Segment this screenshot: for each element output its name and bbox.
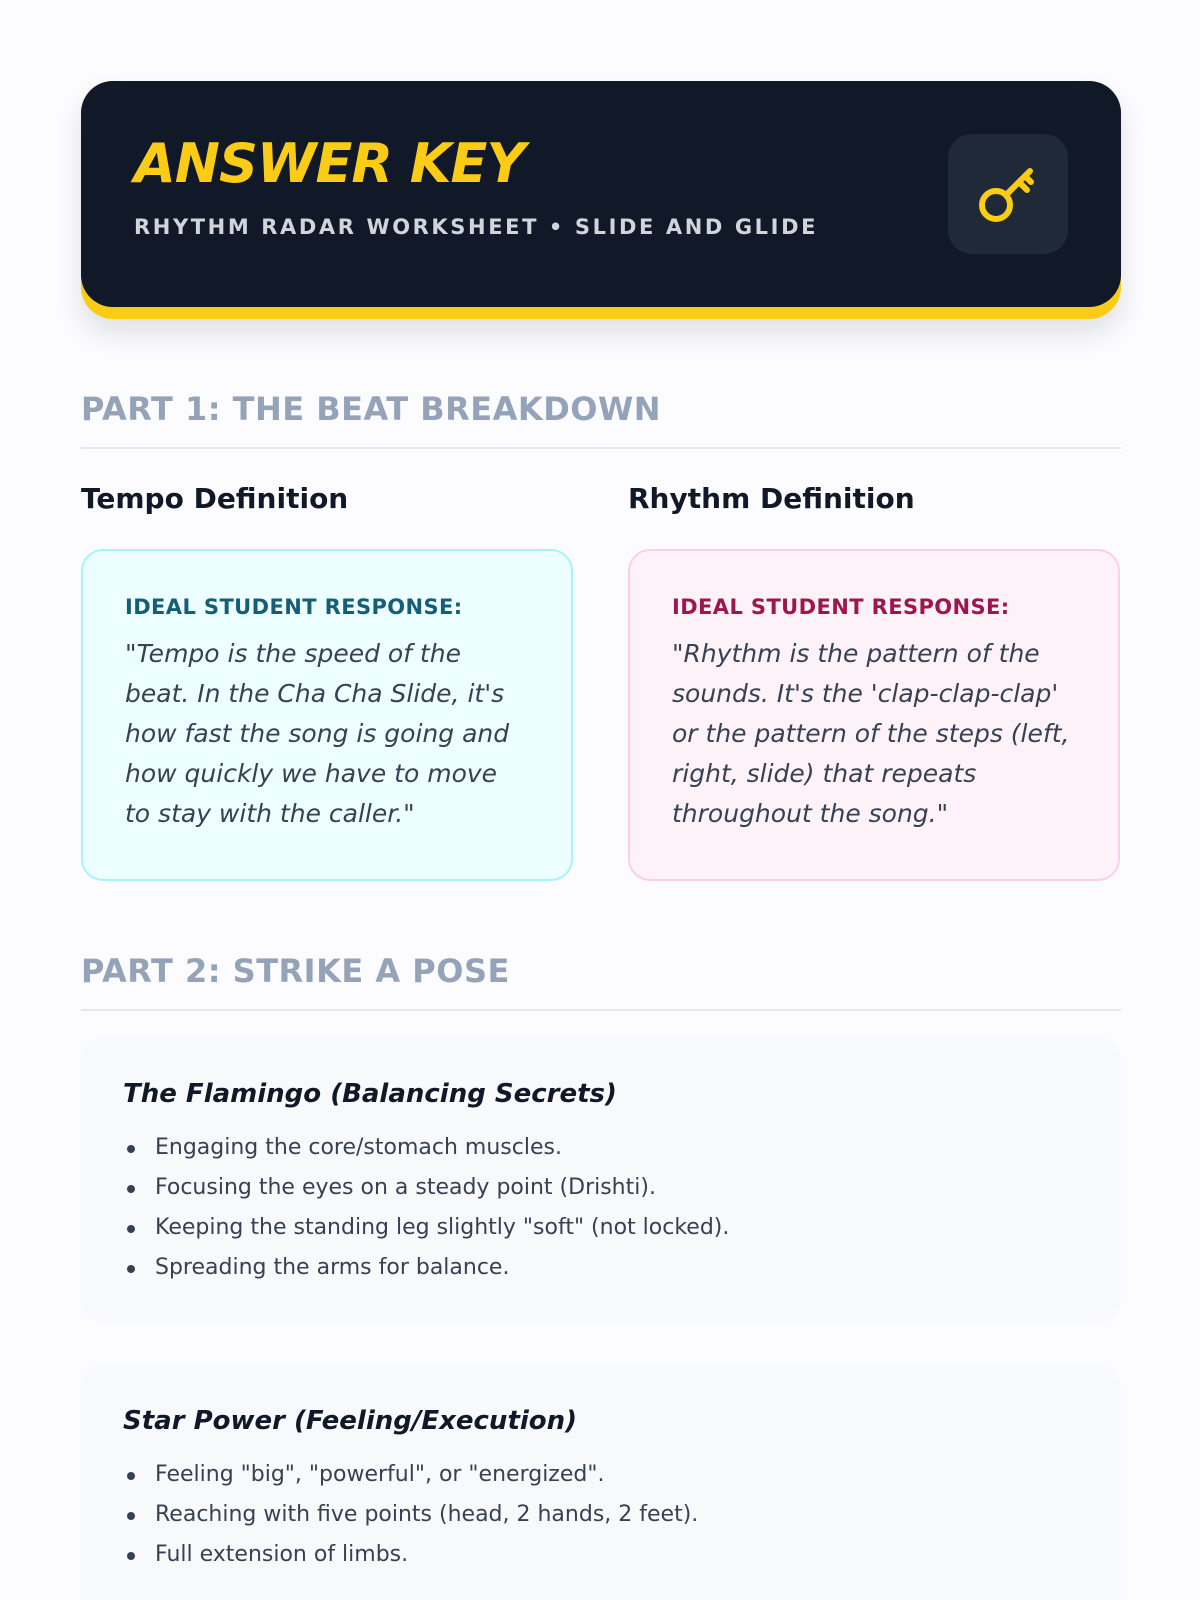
list-item: Full extension of limbs.	[123, 1535, 1079, 1575]
rhythm-response-label: IDEAL STUDENT RESPONSE:	[672, 595, 1010, 619]
list-item: Keeping the standing leg slightly "soft" (not locked).	[123, 1208, 1079, 1248]
star-power-list	[123, 1455, 1079, 1575]
tempo-response-text: "Tempo is the speed of the beat. In the Cha Cha Slide, it's how fast the song is going and how quickly we have to move to stay with the caller."	[125, 639, 510, 829]
star-power-card	[81, 1364, 1121, 1600]
part2-divider	[81, 1009, 1121, 1011]
flamingo-list	[123, 1128, 1079, 1288]
key-icon	[973, 159, 1043, 229]
page-subtitle: RHYTHM RADAR WORKSHEET • SLIDE AND GLIDE	[134, 215, 819, 239]
list-item: Reaching with five points (head, 2 hands, 2 feet).	[123, 1495, 1079, 1535]
answer-key-page	[81, 81, 1121, 1568]
part1-heading: PART 1: THE BEAT BREAKDOWN	[81, 390, 662, 428]
tempo-response-card	[81, 549, 573, 881]
header-banner	[81, 81, 1121, 319]
part2-heading: PART 2: STRIKE A POSE	[81, 952, 510, 990]
list-item: Spreading the arms for balance.	[123, 1248, 1079, 1288]
star-power-title: Star Power (Feeling/Execution)	[123, 1406, 578, 1436]
tempo-definition-label: Tempo Definition	[81, 482, 349, 515]
list-item: Feeling "big", "powerful", or "energized".	[123, 1455, 1079, 1495]
tempo-response-label: IDEAL STUDENT RESPONSE:	[125, 595, 463, 619]
rhythm-definition-label: Rhythm Definition	[628, 482, 915, 515]
list-item: Focusing the eyes on a steady point (Drishti).	[123, 1168, 1079, 1208]
flamingo-title: The Flamingo (Balancing Secrets)	[123, 1079, 617, 1109]
flamingo-card	[81, 1037, 1121, 1323]
list-item: Engaging the core/stomach muscles.	[123, 1128, 1079, 1168]
key-badge	[948, 134, 1068, 254]
page-title: ANSWER KEY	[134, 132, 525, 195]
rhythm-response-card	[628, 549, 1120, 881]
rhythm-response-text: "Rhythm is the pattern of the sounds. It's the 'clap-clap-clap' or the pattern of the steps (left, right, slide) that repeats throughout the song."	[672, 639, 1070, 829]
part1-divider	[81, 447, 1121, 449]
header-banner-body	[81, 81, 1121, 307]
